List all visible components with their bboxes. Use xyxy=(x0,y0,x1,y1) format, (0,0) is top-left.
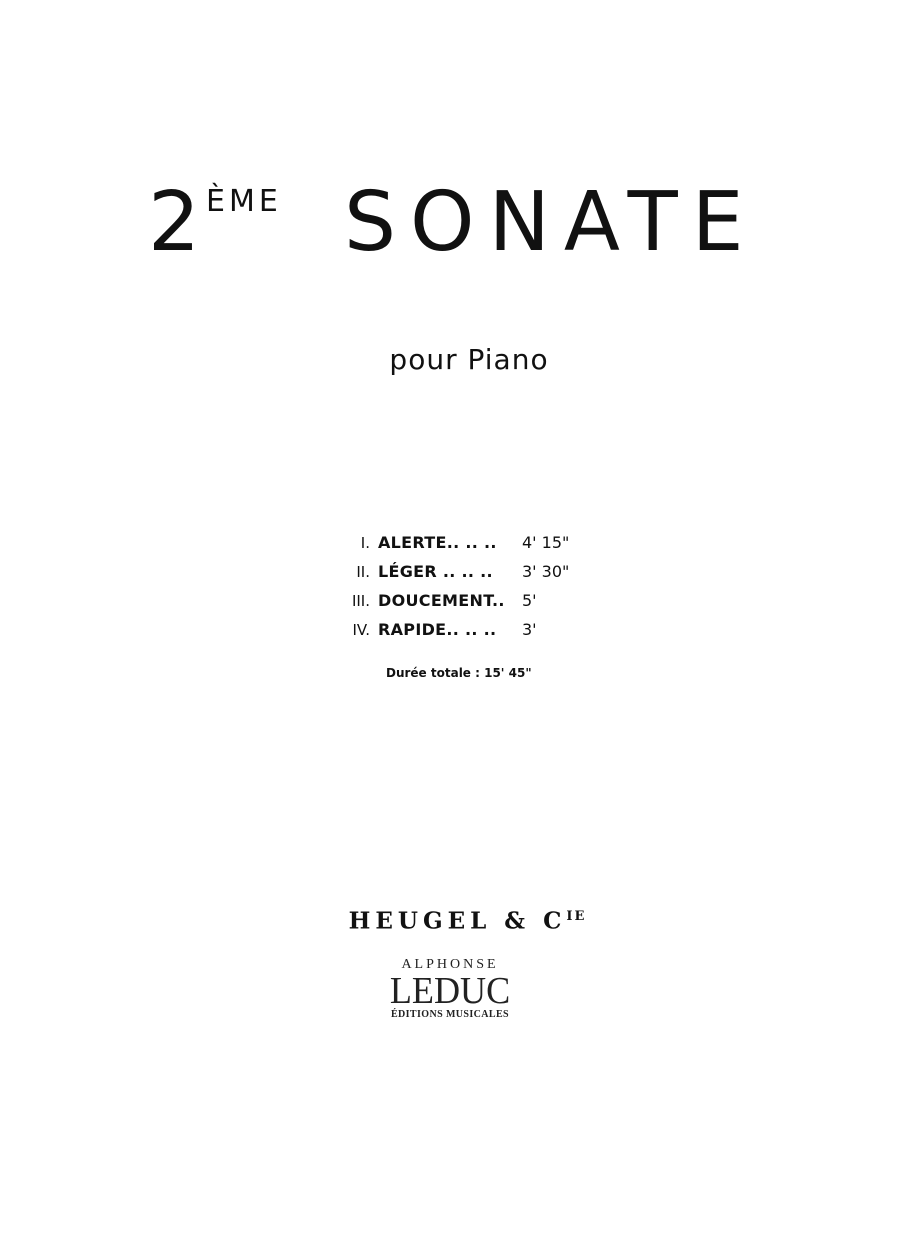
publisher-name xyxy=(0,902,900,937)
publisher-name-text: HEUGEL & C xyxy=(348,907,567,935)
publisher-logo xyxy=(380,957,520,1021)
movement-duration: 3' 30" xyxy=(522,562,570,581)
movement-numeral: IV. xyxy=(352,621,370,639)
total-duration: Durée totale : 15' 45" xyxy=(386,666,532,680)
movement-item xyxy=(340,590,640,619)
movement-name: DOUCEMENT.. xyxy=(378,591,505,610)
title-superscript: ÈME xyxy=(206,184,282,219)
movement-duration: 3' xyxy=(522,620,537,639)
movement-name: RAPIDE.. .. .. xyxy=(378,620,497,639)
movement-numeral: II. xyxy=(356,563,370,581)
logo-top-text: ALPHONSE xyxy=(401,957,499,972)
movement-numeral: I. xyxy=(360,534,370,552)
page-title xyxy=(148,175,808,278)
movement-name: ALERTE.. .. .. xyxy=(378,533,497,552)
movement-duration: 4' 15" xyxy=(522,533,570,552)
logo-main-text: LEDUC xyxy=(389,970,511,1012)
movement-item xyxy=(340,619,640,648)
movement-name: LÉGER .. .. .. xyxy=(378,562,493,581)
subtitle: pour Piano xyxy=(389,343,549,376)
logo-bottom-text: ÉDITIONS MUSICALES xyxy=(390,1009,510,1020)
publisher-name-sup: IE xyxy=(566,909,587,924)
movement-item xyxy=(340,532,640,561)
movement-item xyxy=(340,561,640,590)
movement-duration: 5' xyxy=(522,591,537,610)
movement-numeral: III. xyxy=(351,592,370,610)
title-number: 2 xyxy=(148,175,201,270)
movements-list xyxy=(340,532,640,648)
title-word: SONATE xyxy=(344,175,758,270)
